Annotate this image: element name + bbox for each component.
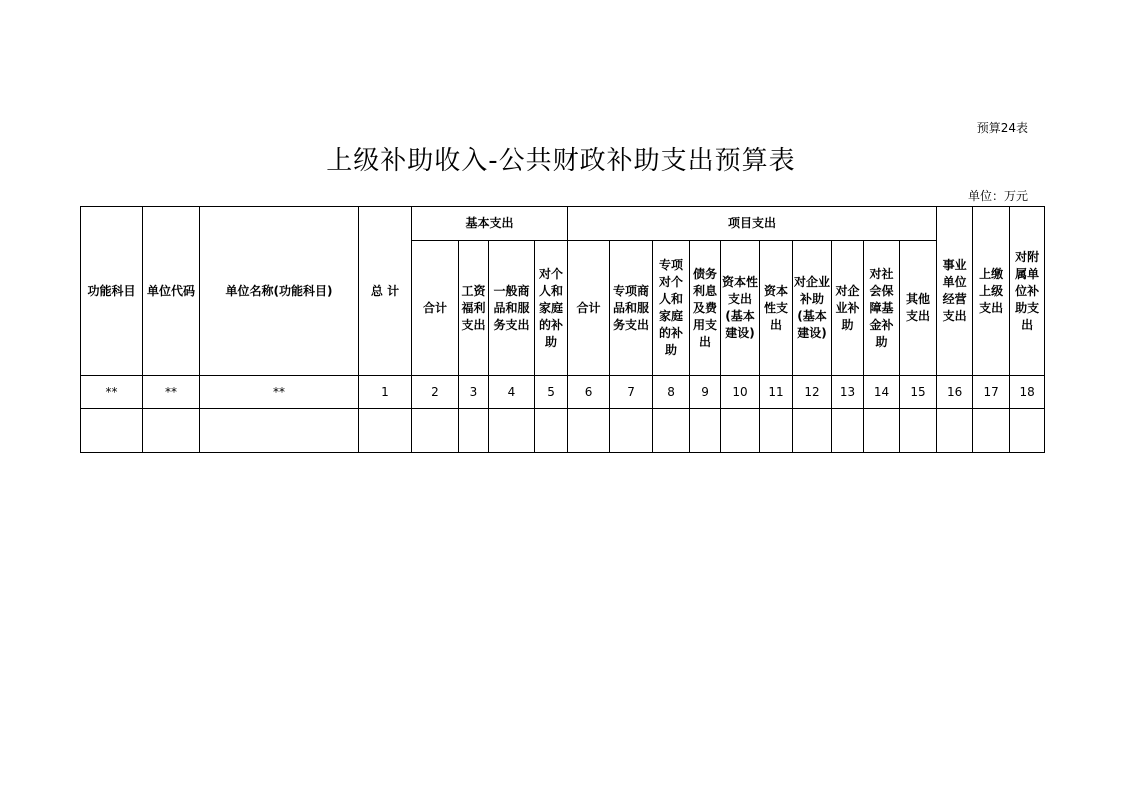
header-enterprise-subsidy-label: 对企业补助 (835, 283, 860, 332)
header-capital-construction-label: 资本性支出(基本建设) (722, 275, 759, 340)
column-number-cell: 11 (760, 376, 793, 409)
column-number-cell: ** (200, 376, 359, 409)
column-number-cell: 16 (937, 376, 973, 409)
header-debt-interest-label: 债务利息及费用支出 (693, 266, 718, 349)
empty-cell (81, 409, 143, 453)
column-number-cell: 14 (864, 376, 900, 409)
header-capital-expenditure (760, 241, 793, 376)
header-other-expenditure-label: 其他支出 (906, 292, 931, 323)
column-number-cell: 1 (359, 376, 412, 409)
header-special-individual-subsidy (653, 241, 690, 376)
header-enterprise-subsidy-construction (793, 241, 832, 376)
header-salary-welfare-label: 工资福利支出 (461, 283, 486, 332)
empty-cell (412, 409, 459, 453)
column-number-cell: 3 (459, 376, 489, 409)
header-special-goods-services-label: 专项商品和服务支出 (613, 283, 650, 332)
empty-cell (760, 409, 793, 453)
header-project-subtotal: 合计 (568, 241, 610, 376)
header-public-institution-operation (937, 207, 973, 376)
header-debt-interest (690, 241, 721, 376)
header-salary-welfare (459, 241, 489, 376)
unit-label: 单位：万元 (967, 189, 1028, 203)
empty-cell (1010, 409, 1045, 453)
empty-cell (489, 409, 535, 453)
empty-cell (359, 409, 412, 453)
header-unit-name: 单位名称(功能科目) (200, 207, 359, 376)
header-social-security-fund (864, 241, 900, 376)
column-number-cell: 5 (535, 376, 568, 409)
column-number-cell: 17 (973, 376, 1010, 409)
empty-cell (200, 409, 359, 453)
column-number-cell: 18 (1010, 376, 1045, 409)
table-row (81, 409, 1045, 453)
header-other-expenditure (900, 241, 937, 376)
header-basic-expenditure: 基本支出 (412, 207, 568, 241)
header-total: 总 计 (359, 207, 412, 376)
budget-table (80, 206, 1045, 453)
empty-cell (973, 409, 1010, 453)
empty-cell (610, 409, 653, 453)
header-general-goods-services (489, 241, 535, 376)
column-number-cell: 13 (832, 376, 864, 409)
empty-cell (864, 409, 900, 453)
header-remit-to-superior (973, 207, 1010, 376)
header-capital-expenditure-label: 资本性支出 (764, 283, 789, 332)
header-public-institution-operation-label: 事业单位经营支出 (942, 258, 967, 323)
header-basic-individual-subsidy (535, 241, 568, 376)
column-number-cell: 15 (900, 376, 937, 409)
header-capital-construction (721, 241, 760, 376)
column-number-row (81, 376, 1045, 409)
header-functional-subject: 功能科目 (81, 207, 143, 376)
empty-cell (568, 409, 610, 453)
empty-cell (459, 409, 489, 453)
form-number: 预算24表 (976, 121, 1028, 135)
header-special-goods-services (610, 241, 653, 376)
header-subordinate-subsidy (1010, 207, 1045, 376)
header-project-expenditure: 项目支出 (568, 207, 937, 241)
column-number-cell: 2 (412, 376, 459, 409)
header-row-top (81, 207, 1045, 241)
header-subordinate-subsidy-label: 对附属单位补助支出 (1015, 249, 1040, 332)
header-remit-to-superior-label: 上缴上级支出 (979, 266, 1004, 315)
column-number-cell: ** (143, 376, 200, 409)
header-special-individual-subsidy-label: 专项对个人和家庭的补助 (659, 258, 684, 357)
column-number-cell: 4 (489, 376, 535, 409)
empty-cell (653, 409, 690, 453)
header-general-goods-services-label: 一般商品和服务支出 (493, 283, 530, 332)
empty-cell (535, 409, 568, 453)
page-title: 上级补助收入-公共财政补助支出预算表 (326, 146, 796, 176)
header-basic-individual-subsidy-label: 对个人和家庭的补助 (539, 266, 564, 349)
column-number-cell: 12 (793, 376, 832, 409)
header-basic-subtotal: 合计 (412, 241, 459, 376)
column-number-cell: 10 (721, 376, 760, 409)
empty-cell (721, 409, 760, 453)
header-enterprise-subsidy (832, 241, 864, 376)
empty-cell (832, 409, 864, 453)
empty-cell (900, 409, 937, 453)
column-number-cell: 8 (653, 376, 690, 409)
column-number-cell: 6 (568, 376, 610, 409)
column-number-cell: 9 (690, 376, 721, 409)
header-unit-code: 单位代码 (143, 207, 200, 376)
column-number-cell: ** (81, 376, 143, 409)
header-enterprise-subsidy-construction-label: 对企业补助(基本建设) (794, 275, 831, 340)
empty-cell (690, 409, 721, 453)
header-social-security-fund-label: 对社会保障基金补助 (869, 266, 894, 349)
column-number-cell: 7 (610, 376, 653, 409)
empty-cell (143, 409, 200, 453)
empty-cell (937, 409, 973, 453)
empty-cell (793, 409, 832, 453)
